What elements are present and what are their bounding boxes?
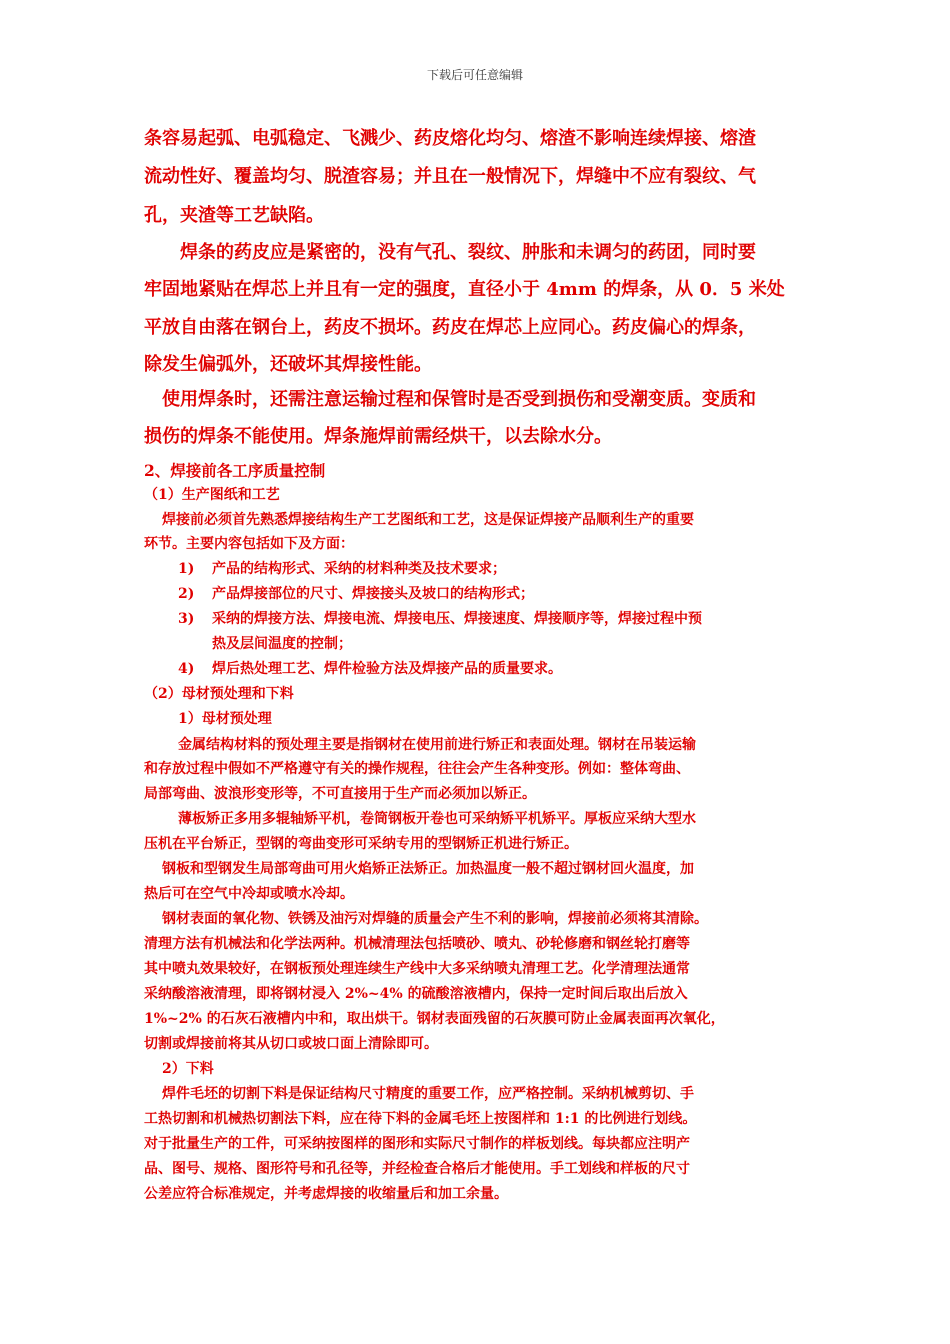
text-line	[144, 350, 812, 376]
text-line	[180, 238, 848, 264]
line-text: 薄板矫正多用多辊轴矫平机，卷筒钢板开卷也可采纳矫平机矫平。厚板应采纳大型水	[178, 811, 696, 827]
text-line	[144, 683, 812, 703]
text-line	[162, 1058, 830, 1078]
line-text: 1%~2% 的石灰石液槽内中和，取出烘干。钢材表面残留的石灰膜可防止金属表面再次氧化，	[144, 1011, 725, 1027]
line-text: 流动性好、覆盖均匀、脱渣容易；并且在一般情况下，焊缝中不应有裂纹、气	[144, 166, 756, 187]
list-number: 3)	[178, 611, 195, 627]
text-line	[144, 275, 812, 301]
line-text: 和存放过程中假如不严格遵守有关的操作规程，往往会产生各种变形。例如：整体弯曲、	[144, 761, 690, 777]
text-line	[144, 484, 812, 504]
line-text: 局部弯曲、波浪形变形等，不可直接用于生产而必须加以矫正。	[144, 786, 536, 802]
line-text: 2）下料	[162, 1061, 214, 1077]
text-line	[144, 1158, 812, 1178]
text-line	[212, 633, 880, 653]
line-text: 2、焊接前各工序质量控制	[144, 461, 326, 480]
text-line	[144, 933, 812, 953]
line-text: 品、图号、规格、图形符号和孔径等，并经检查合格后才能使用。手工划线和样板的尺寸	[144, 1161, 690, 1177]
line-text: 除发生偏弧外，还破坏其焊接性能。	[144, 354, 432, 375]
line-text: 孔，夹渣等工艺缺陷。	[144, 205, 324, 226]
line-text: （1）生产图纸和工艺	[144, 487, 280, 503]
text-line	[144, 313, 812, 339]
line-text: 产品焊接部位的尺寸、焊接接头及坡口的结构形式；	[212, 586, 534, 602]
text-line	[144, 958, 812, 978]
line-text: 采纳酸溶液清理，即将钢材浸入 2%~4% 的硫酸溶液槽内，保持一定时间后取出后放入	[144, 986, 688, 1002]
line-text: 牢固地紧贴在焊芯上并且有一定的强度，直径小于 4mm 的焊条，从 0．5 米处	[144, 279, 785, 300]
page-header: 下载后可任意编辑	[426, 68, 523, 82]
text-line	[162, 858, 830, 878]
text-line	[178, 808, 846, 828]
line-text: 环节。主要内容包括如下及方面：	[144, 536, 354, 552]
text-line	[144, 422, 812, 448]
line-text: 热后可在空气中冷却或喷水冷却。	[144, 886, 354, 902]
line-text: 对于批量生产的工件，可采纳按图样的图形和实际尺寸制作的样板划线。每块都应注明产	[144, 1136, 690, 1152]
line-text: 产品的结构形式、采纳的材料种类及技术要求；	[212, 561, 506, 577]
text-line	[162, 385, 830, 411]
text-line	[162, 908, 830, 928]
line-text: 钢板和型钢发生局部弯曲可用火焰矫正法矫正。加热温度一般不超过钢材回火温度，加	[162, 861, 694, 877]
text-line	[178, 658, 846, 678]
text-line	[144, 1183, 812, 1203]
text-line	[144, 983, 812, 1003]
line-text: 损伤的焊条不能使用。焊条施焊前需经烘干，以去除水分。	[144, 426, 612, 447]
line-text: 金属结构材料的预处理主要是指钢材在使用前进行矫正和表面处理。钢材在吊装运输	[178, 737, 696, 753]
list-number: 4)	[178, 661, 195, 677]
text-line	[178, 608, 846, 628]
text-line	[144, 758, 812, 778]
line-text: 采纳的焊接方法、焊接电流、焊接电压、焊接速度、焊接顺序等，焊接过程中预	[212, 611, 702, 627]
text-line	[144, 1108, 812, 1128]
text-line	[144, 162, 812, 188]
list-number: 2)	[178, 586, 195, 602]
line-text: 1）母材预处理	[178, 711, 272, 727]
list-number: 1)	[178, 561, 195, 577]
text-line	[162, 509, 830, 529]
text-line	[144, 783, 812, 803]
text-line	[178, 708, 846, 728]
line-text: 焊接前必须首先熟悉焊接结构生产工艺图纸和工艺，这是保证焊接产品顺利生产的重要	[162, 512, 694, 528]
line-text: 清理方法有机械法和化学法两种。机械清理法包括喷砂、喷丸、砂轮修磨和钢丝轮打磨等	[144, 936, 690, 952]
line-text: 其中喷丸效果较好，在钢板预处理连续生产线中大多采纳喷丸清理工艺。化学清理法通常	[144, 961, 690, 977]
line-text: 热及层间温度的控制；	[212, 636, 352, 652]
line-text: 条容易起弧、电弧稳定、飞溅少、药皮熔化均匀、熔渣不影响连续焊接、熔渣	[144, 128, 756, 149]
text-line	[162, 1083, 830, 1103]
line-text: 工热切割和机械热切割法下料，应在待下料的金属毛坯上按图样和 1:1 的比例进行划线。	[144, 1111, 697, 1127]
text-line	[144, 201, 812, 227]
line-text: 焊件毛坯的切割下料是保证结构尺寸精度的重要工作，应严格控制。采纳机械剪切、手	[162, 1086, 694, 1102]
text-line	[178, 583, 846, 603]
text-line	[144, 833, 812, 853]
text-line	[144, 124, 812, 150]
line-text: 焊条的药皮应是紧密的，没有气孔、裂纹、肿胀和未调匀的药团，同时要	[180, 242, 756, 263]
line-text: 焊后热处理工艺、焊件检验方法及焊接产品的质量要求。	[212, 661, 562, 677]
text-line	[144, 883, 812, 903]
text-line	[144, 533, 812, 553]
line-text: 压机在平台矫正，型钢的弯曲变形可采纳专用的型钢矫正机进行矫正。	[144, 836, 578, 852]
text-line	[144, 1133, 812, 1153]
text-line	[178, 734, 846, 754]
line-text: 切割或焊接前将其从切口或坡口面上清除即可。	[144, 1036, 438, 1052]
text-line	[178, 558, 846, 578]
text-line	[144, 1008, 812, 1028]
text-line	[144, 459, 812, 481]
line-text: （2）母材预处理和下料	[144, 686, 294, 702]
line-text: 公差应符合标准规定，并考虑焊接的收缩量后和加工余量。	[144, 1186, 508, 1202]
line-text: 使用焊条时，还需注意运输过程和保管时是否受到损伤和受潮变质。变质和	[162, 389, 756, 410]
text-line	[144, 1033, 812, 1053]
line-text: 平放自由落在钢台上，药皮不损坏。药皮在焊芯上应同心。药皮偏心的焊条，	[144, 317, 756, 338]
line-text: 钢材表面的氧化物、铁锈及油污对焊缝的质量会产生不利的影响，焊接前必须将其清除。	[162, 911, 708, 927]
